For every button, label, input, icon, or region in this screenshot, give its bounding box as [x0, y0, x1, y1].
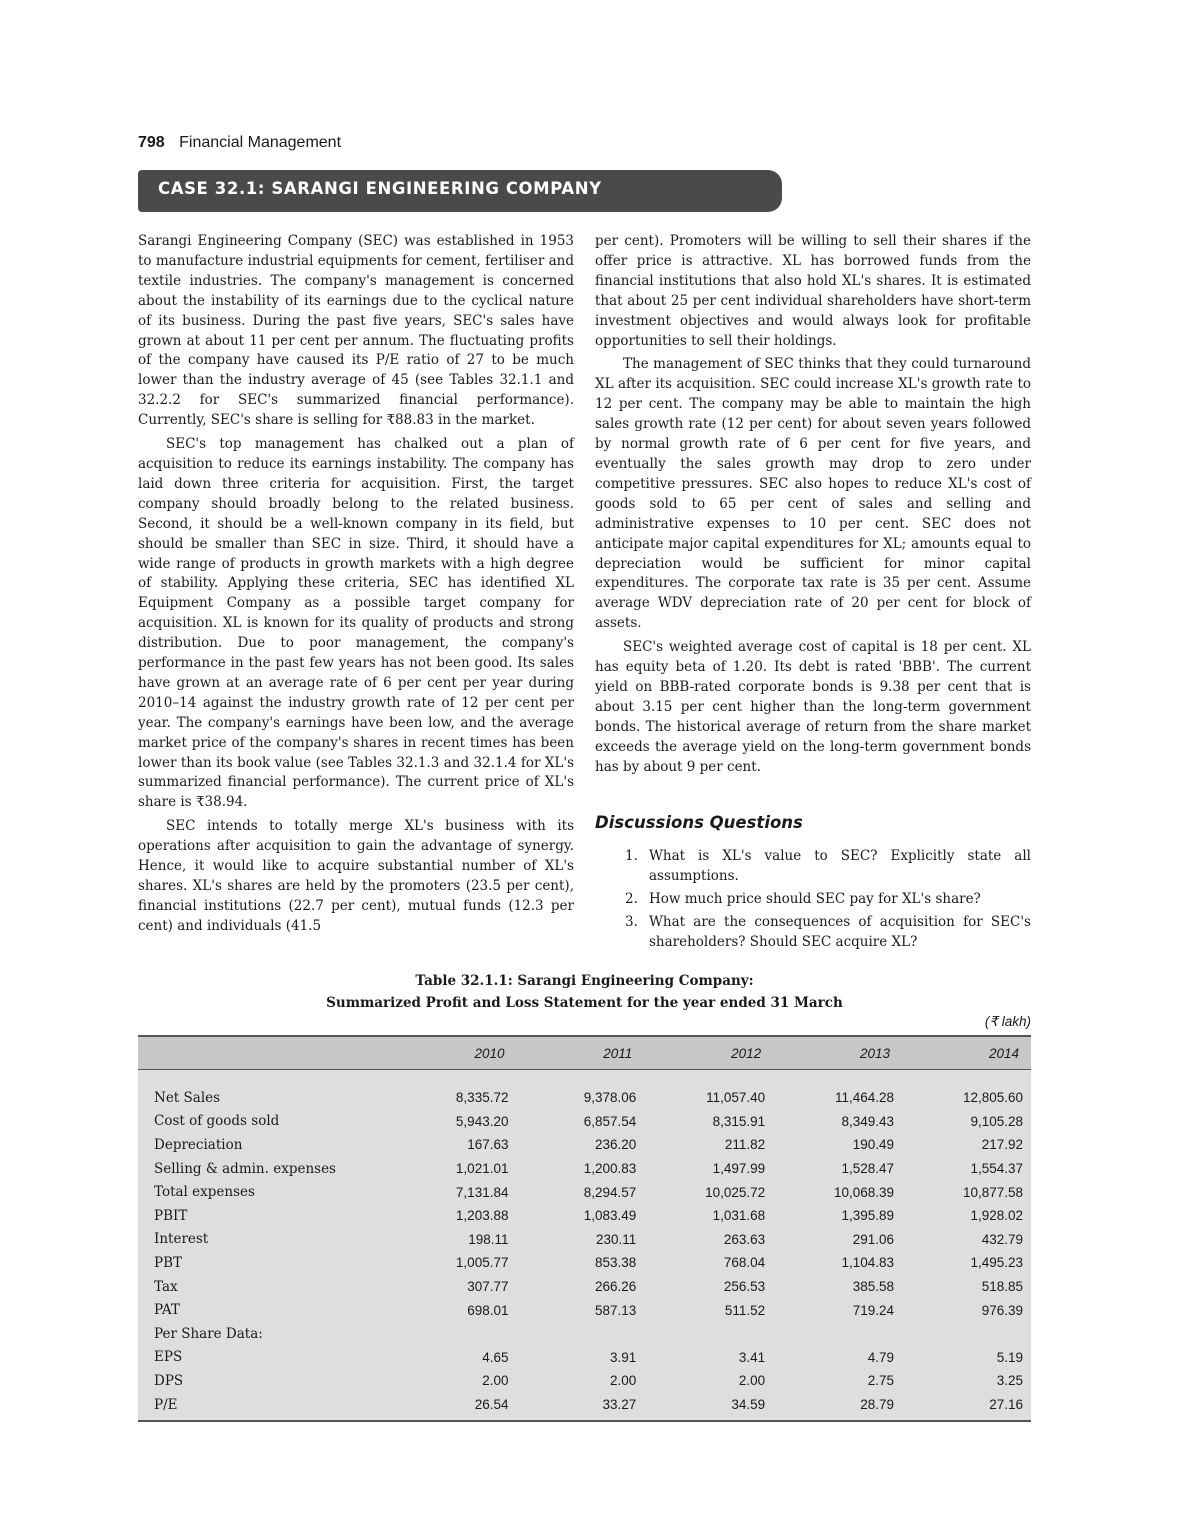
question-item [595, 890, 1031, 910]
value-cell: 33.27 [553, 1393, 636, 1422]
value-cell: 1,200.83 [583, 1161, 637, 1177]
row-label: PBIT [154, 1207, 188, 1224]
value-cell: 2.75 [867, 1373, 895, 1389]
question-item [595, 847, 1031, 887]
value-cell: 217.92 [981, 1137, 1023, 1153]
question-number: 1. [625, 848, 638, 865]
value-cell [939, 1322, 1023, 1346]
row-label: Cost of goods sold [154, 1113, 280, 1130]
table-row [138, 1204, 1031, 1228]
value-cell: 511.52 [724, 1302, 766, 1318]
value-cell: 28.79 [810, 1393, 894, 1422]
profit-loss-table [138, 1035, 1031, 1422]
row-label: DPS [154, 1372, 184, 1389]
value-cell: 236.20 [594, 1137, 637, 1153]
value-cell: 190.49 [852, 1137, 895, 1153]
value-cell: 266.26 [594, 1279, 637, 1295]
paragraph: The management of SEC thinks that they could turnaround XL after its acquisition. SEC could increase XL's growth rate to 12 per cent. The company may be able to maintain the high sales growth rate (12 per cent) for about seven years followed by normal growth rate of 6 per cent for five years, and eventually the sales growth may drop to zero under competitive pressures. SEC also hopes to reduce XL's cost of goods sold to 65 per cent of sales and selling and administrative expenses to 10 per cent. SEC does not anticipate major capital expenditures for XL; amounts equal to depreciation would be sufficient for minor capital expenditures. The corporate tax rate is 35 per cent. Assume average WDV depreciation rate of 20 per cent for block of assets. [595, 356, 1031, 632]
value-cell: 10,068.39 [833, 1184, 895, 1200]
value-cell: 8,349.43 [841, 1113, 895, 1129]
value-cell [810, 1322, 894, 1346]
value-cell: 291.06 [852, 1231, 895, 1247]
value-cell: 5.19 [996, 1349, 1023, 1365]
value-cell: 1,083.49 [583, 1208, 637, 1224]
value-cell: 10,025.72 [705, 1184, 766, 1200]
page-header [138, 134, 341, 152]
value-cell: 5,943.20 [455, 1113, 509, 1129]
row-label: Interest [154, 1231, 209, 1248]
value-cell [553, 1322, 636, 1346]
value-cell: 8,294.57 [583, 1184, 637, 1200]
value-cell: 10,877.58 [962, 1184, 1023, 1200]
value-cell: 1,005.77 [455, 1255, 509, 1271]
question-text: What is XL's value to SEC? Explicitly state all assumptions. [649, 848, 1031, 885]
value-cell: 719.24 [852, 1302, 895, 1318]
header-cell-blank [138, 1036, 426, 1070]
year-header: 2012 [681, 1036, 765, 1070]
value-cell: 2.00 [482, 1373, 509, 1389]
year-header: 2010 [426, 1036, 509, 1070]
value-cell: 3.91 [610, 1349, 637, 1365]
table-row [138, 1275, 1031, 1299]
question-text: What are the consequences of acquisition for SEC's shareholders? Should SEC acquire XL? [649, 914, 1031, 950]
value-cell: 1,021.01 [455, 1161, 509, 1177]
table-subtitle-line: Summarized Profit and Loss Statement for the year ended 31 March [326, 995, 843, 1011]
row-label: Tax [154, 1278, 178, 1295]
discussion-heading: Discussions Questions [595, 813, 803, 833]
row-label: EPS [154, 1349, 183, 1366]
value-cell: 263.63 [723, 1231, 766, 1247]
page-number: 798 [138, 134, 165, 151]
row-label: Per Share Data: [154, 1325, 263, 1342]
value-cell: 768.04 [723, 1255, 766, 1271]
value-cell: 853.38 [594, 1255, 637, 1271]
year-header: 2014 [939, 1036, 1023, 1070]
value-cell: 198.11 [468, 1231, 509, 1247]
table-row [138, 1157, 1031, 1181]
table-row [138, 1346, 1031, 1370]
value-cell: 34.59 [681, 1393, 765, 1422]
value-cell: 1,528.47 [841, 1161, 895, 1177]
value-cell [426, 1322, 509, 1346]
table-row [138, 1298, 1031, 1322]
value-cell: 27.16 [939, 1393, 1023, 1422]
paragraph: per cent). Promoters will be willing to sell their shares if the offer price is attractive. XL has borrowed funds from the financial institutions that also hold XL's shares. It is estimated that about 25 per cent individual shareholders have short-term investment objectives and would always look for profitable opportunities to sell their holdings. [595, 233, 1031, 349]
table-title [138, 970, 1031, 1014]
question-text: How much price should SEC pay for XL's share? [649, 891, 981, 908]
table-row [138, 1086, 1031, 1110]
value-cell: 1,031.68 [712, 1208, 766, 1224]
question-list [595, 847, 1031, 953]
row-label: Selling & admin. expenses [154, 1160, 336, 1177]
value-cell: 6,857.54 [583, 1113, 637, 1129]
table-row [138, 1180, 1031, 1204]
value-cell: 9,378.06 [583, 1090, 637, 1106]
row-label: Net Sales [154, 1089, 221, 1106]
value-cell: 9,105.28 [970, 1113, 1023, 1129]
value-cell: 3.25 [996, 1373, 1023, 1389]
question-number: 2. [625, 891, 638, 908]
table-row [138, 1133, 1031, 1157]
paragraph: Sarangi Engineering Company (SEC) was established in 1953 to manufacture industrial equipments for cement, fertiliser and textile industries. The company's management is concerned about the instability of its earnings due to the cyclical nature of its business. During the past five years, SEC's sales have grown at about 11 per cent per annum. The fluctuating profits of the company have caused its P/E ratio of 27 to be much lower than the industry average of 45 (see Tables 32.1.1 and 32.2.2 for SEC's summarized financial performance). Currently, SEC's share is selling for ₹88.83 in the market. [138, 233, 574, 429]
value-cell: 8,315.91 [712, 1113, 766, 1129]
table-row [138, 1322, 1031, 1346]
value-cell: 230.11 [595, 1231, 637, 1247]
row-label: PBT [154, 1254, 183, 1271]
value-cell [681, 1322, 765, 1346]
paragraph: SEC's weighted average cost of capital is 18 per cent. XL has equity beta of 1.20. Its debt is rated 'BBB'. The current yield on BBB-rated corporate bonds is 9.38 per cent that is about 3.15 per cent higher than the long-term government bonds. The historical average of return from the share market exceeds the average yield on the long-term government bonds has by about 9 per cent. [595, 639, 1031, 775]
table-row [138, 1110, 1031, 1134]
table-title-line: Table 32.1.1: Sarangi Engineering Company: [415, 973, 754, 989]
value-cell: 26.54 [426, 1393, 509, 1422]
value-cell: 2.00 [738, 1373, 766, 1389]
value-cell: 1,495.23 [970, 1255, 1023, 1271]
value-cell: 698.01 [467, 1302, 509, 1318]
table-unit: (₹ lakh) [984, 1014, 1031, 1029]
question-number: 3. [625, 914, 638, 931]
paragraph: SEC intends to totally merge XL's business with its operations after acquisition to gain the advantage of synergy. Hence, it would like to acquire substantial number of XL's shares. XL's shares are held by the promoters (23.5 per cent), financial institutions (22.7 per cent), mutual funds (12.3 per cent) and individuals (41.5 [138, 818, 574, 934]
value-cell: 1,554.37 [970, 1161, 1023, 1177]
value-cell: 432.79 [981, 1231, 1023, 1247]
table-row [138, 1228, 1031, 1252]
table-header-row [138, 1036, 1031, 1070]
table-row [138, 1251, 1031, 1275]
value-cell: 4.79 [867, 1349, 895, 1365]
book-title: Financial Management [179, 134, 342, 151]
row-label: P/E [138, 1393, 426, 1422]
value-cell: 167.63 [467, 1137, 509, 1153]
question-item [595, 913, 1031, 953]
value-cell: 976.39 [981, 1302, 1023, 1318]
year-header: 2013 [810, 1036, 894, 1070]
value-cell: 1,104.83 [841, 1255, 895, 1271]
year-header: 2011 [553, 1036, 636, 1070]
value-cell: 2.00 [610, 1373, 637, 1389]
value-cell: 587.13 [594, 1302, 637, 1318]
value-cell: 11,057.40 [706, 1090, 766, 1106]
paragraph: SEC's top management has chalked out a plan of acquisition to reduce its earnings instability. The company has laid down three criteria for acquisition. First, the target company should broadly belong to the related business. Second, it should be a well-known company in its field, but should be smaller than SEC in size. Third, it should have a wide range of products in growth markets with a high degree of stability. Applying these criteria, SEC has identified XL Equipment Company as a possible target company for acquisition. XL is known for its quality of products and strong distribution. Due to poor management, the company's performance in the past few years has not been good. Its sales have grown at an average rate of 6 per cent per year during 2010–14 against the industry growth rate of 12 per cent per year. The company's earnings have been low, and the average market price of the company's shares in recent times has been lower than its book value (see Tables 32.1.3 and 32.1.4 for XL's summarized financial performance). The current price of XL's share is ₹38.94. [138, 436, 574, 811]
value-cell: 1,395.89 [841, 1208, 895, 1224]
case-title-banner: CASE 32.1: SARANGI ENGINEERING COMPANY [138, 170, 782, 212]
value-cell: 8,335.72 [455, 1090, 509, 1106]
value-cell: 256.53 [723, 1279, 766, 1295]
value-cell: 518.85 [981, 1279, 1023, 1295]
table-row [138, 1393, 1031, 1422]
value-cell: 7,131.84 [455, 1184, 509, 1200]
value-cell: 385.58 [852, 1279, 895, 1295]
value-cell: 3.41 [738, 1349, 766, 1365]
row-label: Depreciation [154, 1136, 243, 1153]
row-label: Total expenses [154, 1184, 255, 1201]
value-cell: 307.77 [467, 1279, 509, 1295]
value-cell: 211.82 [724, 1137, 766, 1153]
row-label: PAT [154, 1302, 180, 1319]
right-column [595, 232, 1031, 956]
value-cell: 12,805.60 [962, 1090, 1023, 1106]
left-column [138, 232, 574, 941]
value-cell: 4.65 [482, 1349, 509, 1365]
value-cell: 1,203.88 [455, 1208, 509, 1224]
table-row [138, 1369, 1031, 1393]
value-cell: 11,464.28 [834, 1090, 895, 1106]
value-cell: 1,928.02 [970, 1208, 1023, 1224]
value-cell: 1,497.99 [712, 1161, 766, 1177]
